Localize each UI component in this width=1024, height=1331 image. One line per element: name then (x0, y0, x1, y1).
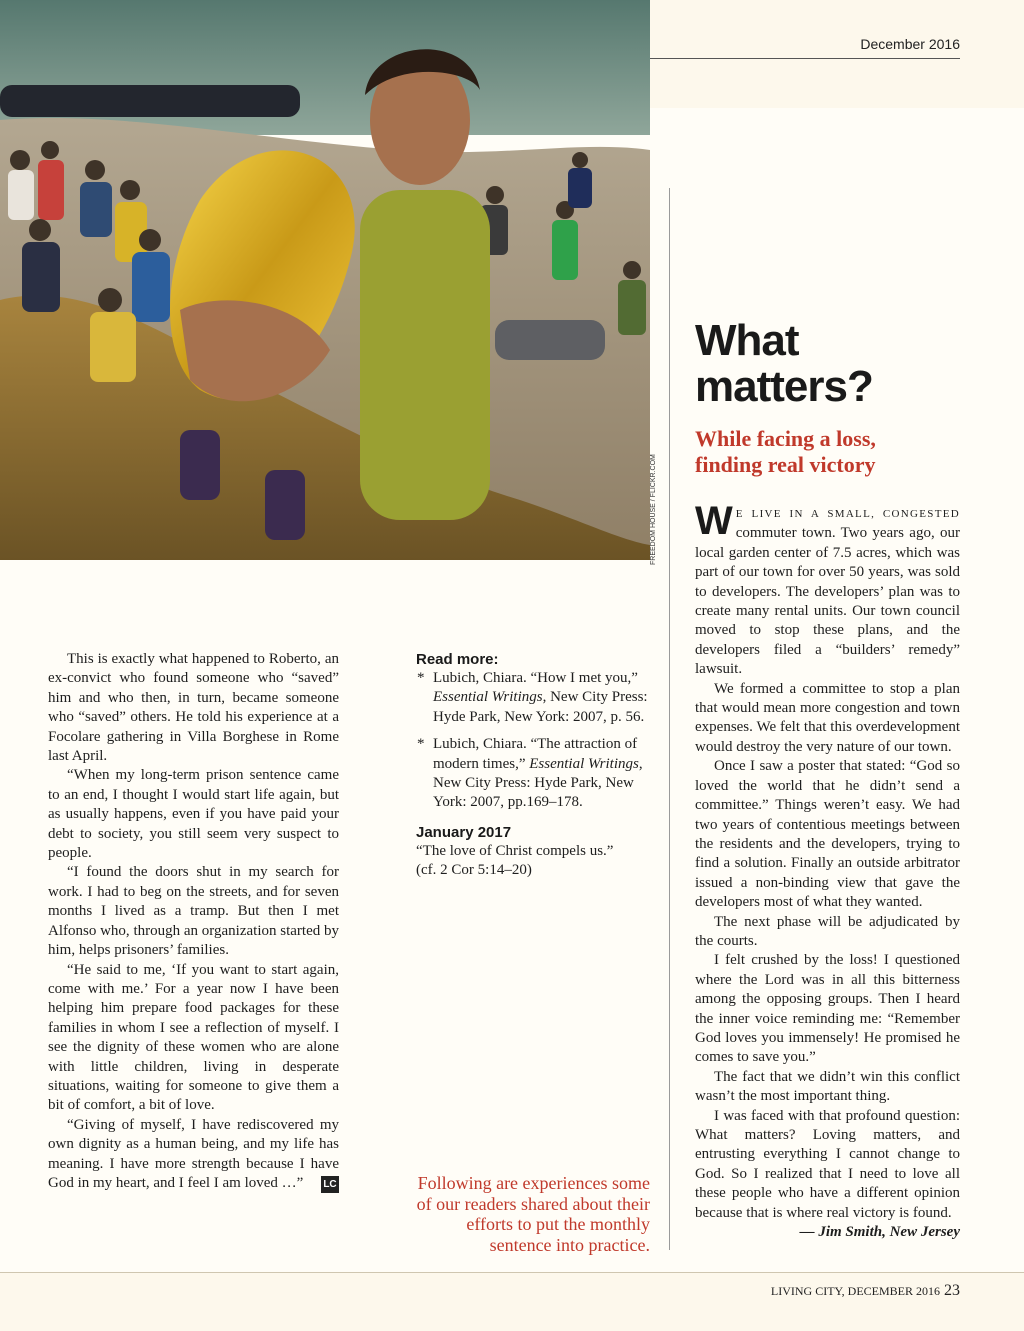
read-more-heading: Read more: (416, 651, 499, 668)
article-paragraph: “When my long-term prison sentence came to an end, I thought I would start life again, but as usually happens, even if you have paid your debt to society, you still seem very suspect to people. (48, 767, 339, 862)
article-paragraph: We formed a committee to stop a plan that would mean more congestion and town expenses. We felt that this overdevelopment would destroy the very nature of our town. (695, 680, 960, 755)
issue-date: December 2016 (650, 36, 960, 59)
article-subtitle (695, 426, 965, 478)
reference-publisher: , New City Press: Hyde Park, New York: 2007, p. 56. (433, 689, 648, 725)
article-paragraph: This is exactly what happened to Roberto, an ex-convict who found someone who “saved” him and who then, in turn, became someone who “saved” others. He told his experience at a Focolare gathering in Villa Borghese in Rome last April. (48, 651, 339, 765)
reference-text: Lubich, Chiara. “How I met you,” (433, 670, 638, 686)
bottom-band (0, 1272, 1024, 1331)
article-paragraph: Once I saw a poster that stated: “God so loved the world that he didn’t send a committee.” Things weren’t easy. We had two years of contentious meetings between the residents and the developers, trying to find a solution. Finally an outside arbitrator issued a non-binding view that gave the developers most of what they wanted. (695, 758, 960, 911)
column-divider (669, 188, 670, 1250)
reference-publisher: , New City Press: Hyde Park, New York: 2007, pp.169–178. (433, 755, 643, 811)
article-paragraph: “I found the doors shut in my search for work. I had to beg on the streets, and for seven months I lived as a tramp. But then I met Alfonso who, through an organization started by him, helps prisoners’ families. (48, 864, 339, 959)
paragraph-text: “Giving of myself, I have rediscovered my own dignity as a human being, and my life has meaning. I have more strength because I have God in my heart, and I feel I am loved …” (48, 1116, 339, 1191)
paragraph-text: commuter town. Two years ago, our local garden center of 7.5 acres, which was part of our town for over 50 years, was sold to developers. The developers’ plan was to create many rental units. Our town council moved to stop these plans, and the developers filed a “builders’ remedy” lawsuit. (695, 525, 960, 678)
living-city-logo: LC (321, 1176, 339, 1193)
article-paragraph: The next phase will be adjudicated by the courts. (695, 913, 960, 949)
drop-cap: W (695, 499, 733, 543)
article-paragraph: “He said to me, ‘If you want to start again, come with me.’ For a year now I have been helping him prepare food packages for these families in whom I see a reflection of myself. I see the dignity of these women who are alone with little children, living in desperate situations, waiting for someone to give them a bit of comfort, a bit of love. (48, 961, 339, 1114)
reference-book-title: Essential Writings (433, 689, 543, 706)
page-footer (660, 1282, 960, 1300)
reference-item (416, 669, 656, 727)
subtitle-line-1: While facing a loss, (695, 426, 876, 451)
title-line-1: What (695, 316, 799, 365)
article-paragraph (695, 499, 960, 680)
month-heading: January 2017 (416, 823, 512, 841)
reference-item (416, 735, 656, 813)
main-article-body (695, 499, 960, 1242)
monthly-sentence: “The love of Christ compels us.” (416, 842, 614, 859)
article-paragraph: The fact that we didn’t win this conflict wasn’t the most important thing. (695, 1068, 960, 1105)
article-paragraph: I was faced with that profound question: What matters? Loving matters, and entrusting everything I cannot change to God. So I realized that I need to love all these people who have a different opinion because that is where real victory is found. (695, 1107, 960, 1221)
photo-illustration (0, 0, 650, 560)
title-line-2: matters? (695, 362, 873, 411)
page-number: 23 (944, 1282, 960, 1299)
subtitle-line-2: finding real victory (695, 452, 876, 477)
article-title (695, 318, 985, 410)
photo-credit: FREEDOM HOUSE / FLICKR.COM (650, 454, 657, 565)
reference-bullet: * (417, 670, 425, 686)
reference-text: Lubich, Chiara. “The attraction of modern times,” (433, 736, 638, 772)
intro-callout: Following are experiences some of our readers shared about their efforts to put the monthly sentence into practice. (416, 1173, 650, 1255)
reference-book-title: Essential Writings (529, 755, 639, 772)
publication-name: LIVING CITY, DECEMBER 2016 (770, 1284, 940, 1298)
scripture-reference: (cf. 2 Cor 5:14–20) (416, 862, 532, 879)
article-paragraph (48, 1116, 339, 1194)
read-more-sidebar (416, 650, 656, 881)
author-signature: — Jim Smith, New Jersey (799, 1224, 960, 1241)
refugee-photo (0, 0, 650, 560)
reference-bullet: * (417, 736, 425, 753)
article-paragraph: I felt crushed by the loss! I questioned where the Lord was in all this bitterness among the opposing groups. Then I heard the inner voice reminding me: “Remember God loves you immensely! He promised he comes to save you.” (695, 952, 960, 1066)
lead-in-smallcaps: E LIVE IN A SMALL, CONGESTED (735, 508, 960, 520)
left-article-body (48, 650, 339, 1193)
